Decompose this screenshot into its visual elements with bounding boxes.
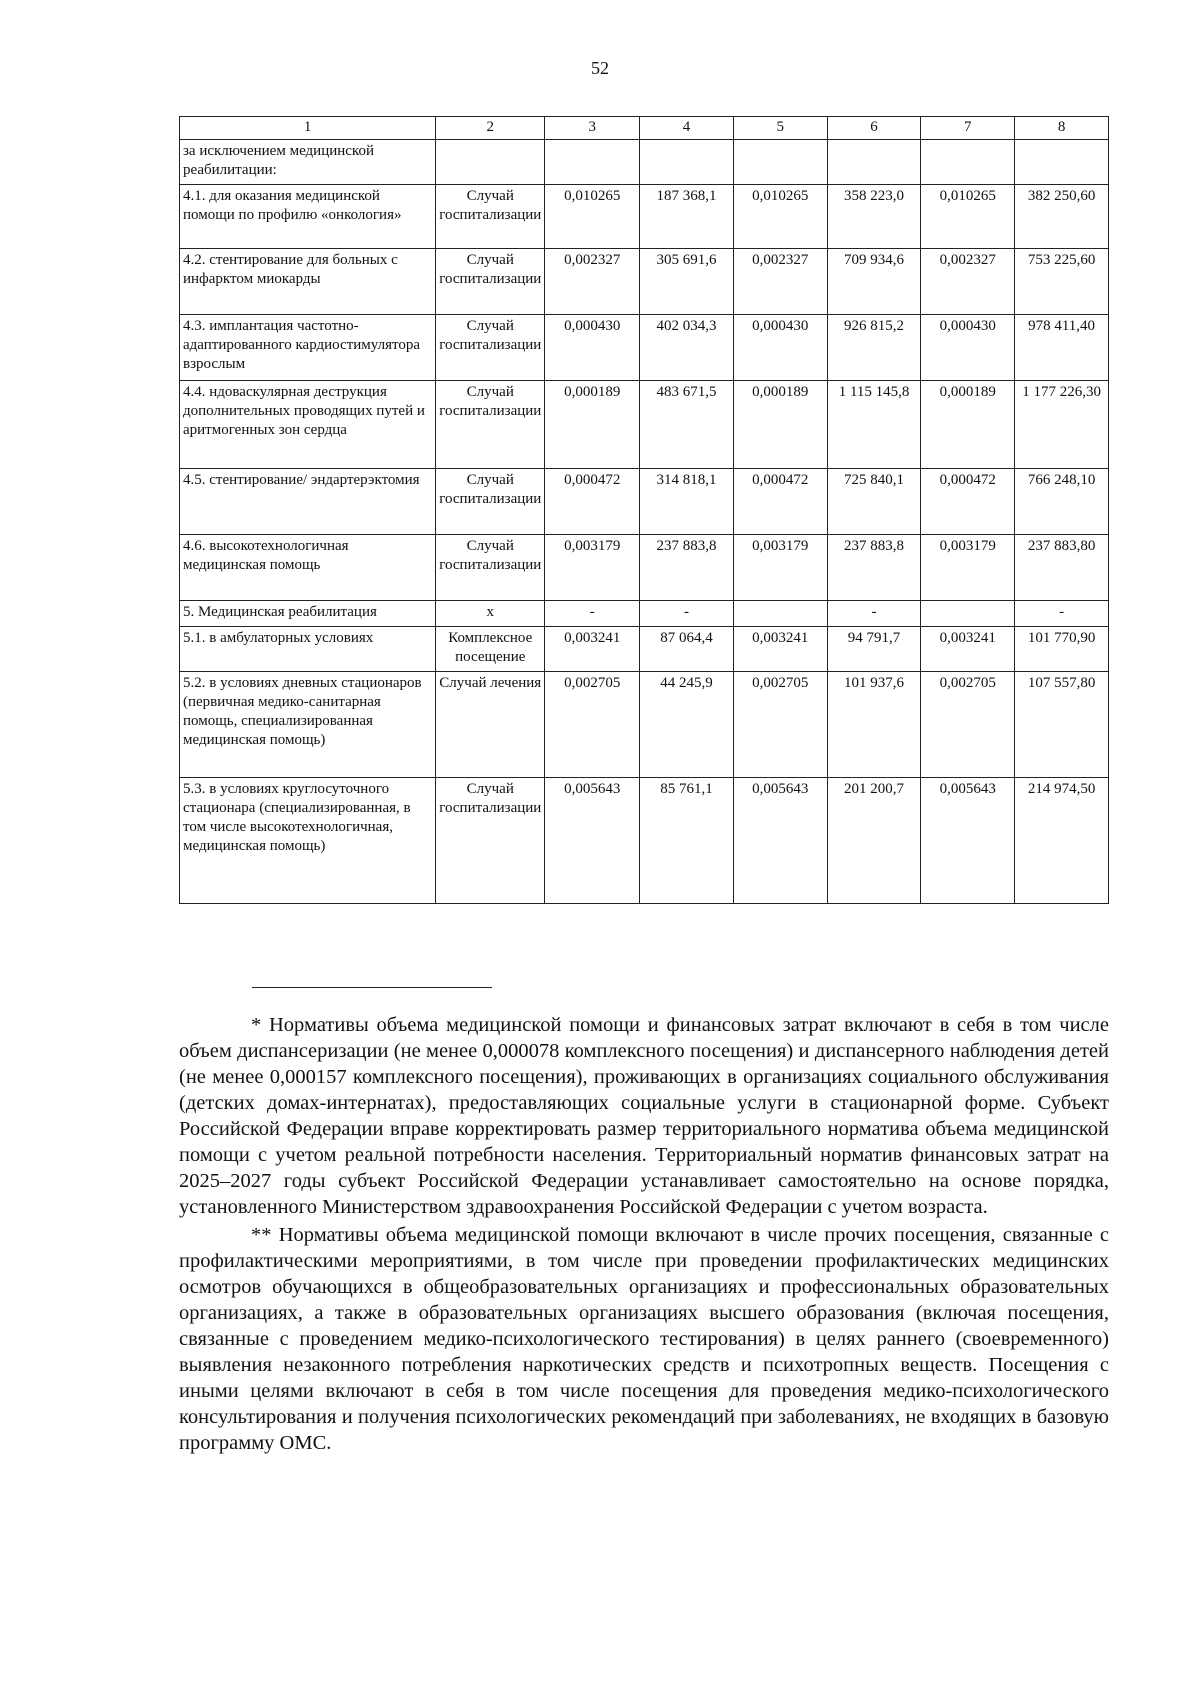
cell-value: 483 671,5 [640, 381, 734, 469]
row-unit: x [436, 601, 545, 627]
column-number: 5 [733, 117, 827, 140]
cell-value: 358 223,0 [827, 185, 921, 249]
row-unit: Комплексное посещение [436, 627, 545, 672]
cell-value: 214 974,50 [1015, 778, 1109, 904]
cell-value: 0,000189 [733, 381, 827, 469]
table-row [180, 381, 1109, 469]
row-name: за исключением медицинской реабилитации: [180, 140, 436, 185]
cell-value: 0,000189 [921, 381, 1015, 469]
footnote-separator [252, 987, 492, 988]
cell-value: 766 248,10 [1015, 469, 1109, 535]
table-row [180, 778, 1109, 904]
cell-value [827, 140, 921, 185]
cell-value: 402 034,3 [640, 315, 734, 381]
cell-value: 0,002327 [545, 249, 640, 315]
cell-value [921, 601, 1015, 627]
row-name: 5. Медицинская реабилитация [180, 601, 436, 627]
row-unit: Случай лечения [436, 672, 545, 778]
row-unit: Случай госпитализации [436, 249, 545, 315]
page-number: 52 [591, 58, 609, 78]
cell-value: 101 770,90 [1015, 627, 1109, 672]
footnotes [179, 1012, 1109, 1458]
cell-value: 725 840,1 [827, 469, 921, 535]
footnote-1: * Нормативы объема медицинской помощи и финансовых затрат включают в себя в том числе объем диспансеризации (не менее 0,000078 комплексного посещения) и диспансерного наблюдения детей (не менее 0,000157 комплексного посещения), проживающих в организациях социального обслуживания (детских домах-интернатах), предоставляющих социальные услуги в стационарной форме. Субъект Российской Федерации вправе корректировать размер территориального норматива объема медицинской помощи с учетом реальной потребности населения. Территориальный норматив финансовых затрат на 2025–2027 годы субъект Российской Федерации устанавливает самостоятельно на основе порядка, установленного Министерством здравоохранения Российской Федерации с учетом возраста. [179, 1014, 1109, 1218]
row-unit: Случай госпитализации [436, 185, 545, 249]
cell-value [545, 140, 640, 185]
table-row [180, 672, 1109, 778]
cell-value: 0,002705 [545, 672, 640, 778]
cell-value: - [545, 601, 640, 627]
column-number: 4 [640, 117, 734, 140]
cell-value: 753 225,60 [1015, 249, 1109, 315]
cell-value: 0,002327 [921, 249, 1015, 315]
cell-value: 0,000189 [545, 381, 640, 469]
cell-value: 0,003241 [921, 627, 1015, 672]
cell-value: 0,000430 [733, 315, 827, 381]
cell-value: - [640, 601, 734, 627]
table-row [180, 601, 1109, 627]
cell-value: 0,003179 [921, 535, 1015, 601]
cell-value: 237 883,8 [640, 535, 734, 601]
cell-value: 305 691,6 [640, 249, 734, 315]
cell-value: 314 818,1 [640, 469, 734, 535]
row-name: 5.2. в условиях дневных стационаров (первичная медико-санитарная помощь, специализированная медицинская помощь) [180, 672, 436, 778]
cell-value: 94 791,7 [827, 627, 921, 672]
cell-value: 101 937,6 [827, 672, 921, 778]
table-row [180, 315, 1109, 381]
cell-value: 709 934,6 [827, 249, 921, 315]
cell-value: 0,003241 [733, 627, 827, 672]
row-unit: Случай госпитализации [436, 315, 545, 381]
cell-value: - [827, 601, 921, 627]
cell-value [733, 601, 827, 627]
cell-value [1015, 140, 1109, 185]
cell-value: 0,010265 [733, 185, 827, 249]
cell-value: 0,005643 [921, 778, 1015, 904]
cell-value: 0,000472 [733, 469, 827, 535]
cell-value: 237 883,80 [1015, 535, 1109, 601]
table-row [180, 535, 1109, 601]
cell-value: 87 064,4 [640, 627, 734, 672]
cell-value: 0,000472 [545, 469, 640, 535]
cell-value: 0,003241 [545, 627, 640, 672]
cell-value: 0,005643 [733, 778, 827, 904]
table-row [180, 249, 1109, 315]
table-row [180, 469, 1109, 535]
cell-value: 0,002705 [921, 672, 1015, 778]
cell-value: 926 815,2 [827, 315, 921, 381]
row-name: 4.5. стентирование/ эндартерэктомия [180, 469, 436, 535]
column-number-row [180, 117, 1109, 140]
cell-value: - [1015, 601, 1109, 627]
cell-value: 0,000430 [921, 315, 1015, 381]
column-number: 3 [545, 117, 640, 140]
cell-value [640, 140, 734, 185]
cell-value: 1 177 226,30 [1015, 381, 1109, 469]
cell-value: 0,010265 [921, 185, 1015, 249]
cell-value: 0,003179 [545, 535, 640, 601]
column-number: 7 [921, 117, 1015, 140]
row-unit: Случай госпитализации [436, 381, 545, 469]
cell-value: 0,010265 [545, 185, 640, 249]
cell-value: 0,002327 [733, 249, 827, 315]
cell-value [921, 140, 1015, 185]
cell-value: 107 557,80 [1015, 672, 1109, 778]
row-unit: Случай госпитализации [436, 535, 545, 601]
row-name: 4.6. высокотехнологичная медицинская помощь [180, 535, 436, 601]
cell-value: 382 250,60 [1015, 185, 1109, 249]
row-unit: Случай госпитализации [436, 469, 545, 535]
cell-value: 0,005643 [545, 778, 640, 904]
row-unit [436, 140, 545, 185]
cell-value [733, 140, 827, 185]
cell-value: 0,002705 [733, 672, 827, 778]
norms-table [179, 116, 1109, 904]
table-row [180, 140, 1109, 185]
cell-value: 237 883,8 [827, 535, 921, 601]
row-unit: Случай госпитализации [436, 778, 545, 904]
cell-value: 0,000430 [545, 315, 640, 381]
cell-value: 0,003179 [733, 535, 827, 601]
column-number: 2 [436, 117, 545, 140]
row-name: 4.4. ндоваскулярная деструкция дополнительных проводящих путей и аритмогенных зон сердца [180, 381, 436, 469]
table-row [180, 627, 1109, 672]
column-number: 6 [827, 117, 921, 140]
cell-value: 187 368,1 [640, 185, 734, 249]
row-name: 4.3. имплантация частотно-адаптированного кардиостимулятора взрослым [180, 315, 436, 381]
row-name: 5.1. в амбулаторных условиях [180, 627, 436, 672]
cell-value: 44 245,9 [640, 672, 734, 778]
cell-value: 1 115 145,8 [827, 381, 921, 469]
row-name: 4.2. стентирование для больных с инфарктом миокарды [180, 249, 436, 315]
row-name: 4.1. для оказания медицинской помощи по профилю «онкология» [180, 185, 436, 249]
table-row [180, 185, 1109, 249]
column-number: 1 [180, 117, 436, 140]
cell-value: 978 411,40 [1015, 315, 1109, 381]
footnote-2: ** Нормативы объема медицинской помощи включают в числе прочих посещения, связанные с профилактическими мероприятиями, в том числе при проведении профилактических медицинских осмотров обучающихся в общеобразовательных организациях и профессиональных образовательных организациях, а также в образовательных организациях высшего образования (включая посещения, связанные с проведением медико-психологического тестирования) в целях раннего (своевременного) выявления незаконного потребления наркотических средств и психотропных веществ. Посещения с иными целями включают в себя в том числе посещения для проведения медико-психологического консультирования и получения психологических рекомендаций при заболеваниях, не входящих в базовую программу ОМС. [179, 1224, 1109, 1454]
cell-value: 0,000472 [921, 469, 1015, 535]
cell-value: 85 761,1 [640, 778, 734, 904]
column-number: 8 [1015, 117, 1109, 140]
cell-value: 201 200,7 [827, 778, 921, 904]
row-name: 5.3. в условиях круглосуточного стационара (специализированная, в том числе высокотехнологичная, медицинская помощь) [180, 778, 436, 904]
